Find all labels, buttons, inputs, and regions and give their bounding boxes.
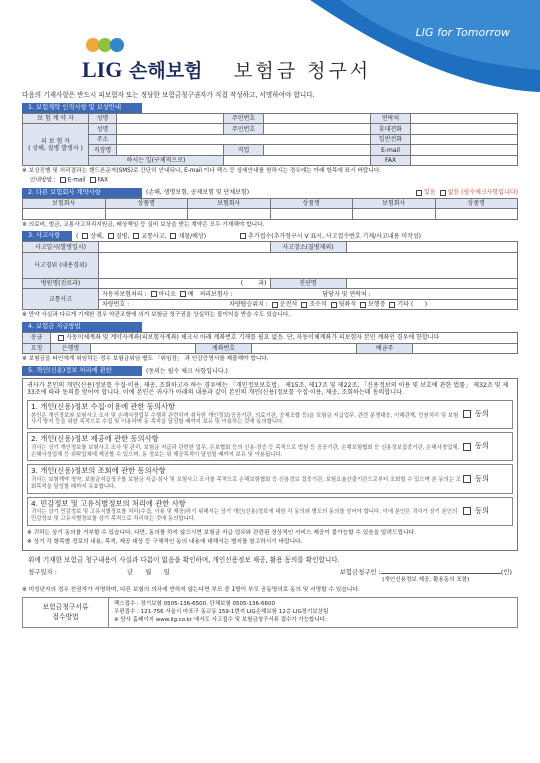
consent-item: 1. 개인(신용)정보 수집·이용에 관한 동의사항 본인은 개인정보와 보험사고 조사 및 손해사정업무 수행과 관련하여 취득한 개인정보(공공기관, 의료기관, 공제조합 등)을 보험금 지급업무, 관련 분쟁대응, 이해관계, 민원처리 및 보험사기 방지 등을 위한 목적으로 수집 및 이용하며 동 목적을 달성할 때까지 보유 및 이용하는 것에 동의합니다. 동의 <box>27 400 513 429</box>
contractor-rrn-field[interactable] <box>264 113 371 124</box>
section-5-header: 5. 개인(신용)정보 처리에 관한 (동의는 필수 체크 사항입니다.) <box>22 366 518 376</box>
bank-field[interactable] <box>91 343 196 354</box>
accident-table: 사고일시(발병일시) 사고장소(질병제외) 사고경위 (내용경위) 병원명(진료과) ( 과) 진단명 교통사고 자동차보험처리 : 아니오 예 처리보험사 : 담당자 및 연락처 : 차량번호 : 차량탑승위치 : 운전석 조수석 뒷좌석 보행중 기타 ( ) <box>22 241 518 310</box>
other-ins-yes-checkbox[interactable] <box>416 190 422 196</box>
header <box>22 0 518 92</box>
occupation-field[interactable] <box>264 145 371 156</box>
additional-claim-checkbox[interactable] <box>240 233 246 239</box>
insured-rrn-field[interactable] <box>264 124 371 135</box>
accident-note: ※ 만약 사실과 다르게 기재한 경우 약관조항에 의거 보험금 청구권을 상실하는 불이익을 받을 수도 있습니다. <box>22 312 291 319</box>
email-field[interactable] <box>411 145 518 156</box>
insured-mobile-field[interactable] <box>411 124 518 135</box>
injury-checkbox[interactable] <box>82 233 88 239</box>
other-insurance-note: ※ 의료비, 벌금, 교통사고처리지원금, 배상책임 등 실비 보상을 받는 계약은 모두 기재해야 합니다. <box>22 221 265 228</box>
account-field[interactable] <box>252 343 357 354</box>
consent-4-checkbox[interactable] <box>463 507 471 515</box>
other-insurance-table: 보험회사 상품명 보험회사 상품명 보험회사 상품명 <box>22 198 518 220</box>
minor-note: ※ 미성년자의 경우 친권자가 서명하며, 다른 보험의 의사에 반하지 않는다면 부모 중 1방이 부모 공동명의로 동의 및 서명할 수 있습니다. <box>22 586 360 593</box>
form-notice: 다음의 기재사항은 반드시 피보험자 또는 정당한 보험금청구권자가 직접 작성하고, 서명하여야 합니다. <box>22 91 315 99</box>
footer-box: 보험금청구서류 접수방법 팩스접수 : 장기보험 0505-136-6500, 단체보험 0505-136-6600 우편접수 : 121-756 서울시 마포구 동교동 159-1번지 LIG손해보험 12층 LIG장기보상팀 ※ 당사 홈페이지 www.lig.co.kr 에서도 사고접수 및 보험금청구서류 접수가 가능합니다. <box>22 597 518 629</box>
consent-2-checkbox[interactable] <box>463 443 471 451</box>
page-title: 보험금 청구서 <box>234 60 372 82</box>
section-4-header: 4. 보험금 지급방법 <box>22 322 518 332</box>
workplace-field[interactable] <box>117 145 224 156</box>
insured-phone-field[interactable] <box>411 134 518 145</box>
payment-note: ※ 보험금을 타인에게 위임하는 경우 보험금위임 별도 「위임장」 과 인감증명서를 제출해야 합니다. <box>22 356 269 363</box>
contractor-phone-field[interactable] <box>411 113 518 124</box>
consent-item: 2. 개인(신용)정보 제공에 관한 동의사항 귀사는 상기 개인정보를 보험사고 조사 및 관리, 보험금 지급과 관련한 업무, 손보협회 등의 신용·경증 등 목적으로 법원 등 공공기관, 손해보험협회 등 신용정보집중기관, 손해사정업체, 손해사정업체 등 위탁업체에 제공할 수 있으며, 동 정보는 위 제공목적이 달성될 때까지 보유 및 이용됩니다. 동의 <box>27 432 513 461</box>
swoosh-graphic-icon <box>280 0 540 92</box>
section-2-header: 2. 다른 보험회사 계약사항 (손해, 생명보험, 공제보험 및 단체보험) 있음 없음 (필수체크사항입니다) <box>22 188 518 198</box>
accident-date-field[interactable] <box>99 242 271 253</box>
consent-box: 귀사가 본인의 개인(신용)정보를 수집·이용, 제공, 조회하고자 하는 경우에는 「개인정보보호법」 제15조, 제17조 및 제22조, 「신용정보의 이용 및 보호에 관한 법률」 제32조 및 제33조에 따라 동의를 얻어야 합니다. 이에 본인은 귀사가 아래의 내용과 같이 본인의 개인(신용)정보를 수집·이용, 제공, 조회하는데 동의합니다. 1. 개인(신용)정보 수집·이용에 관한 동의사항 본인은 개인정보와 보험사고 조사 및 손해사정업무 수행과 관련하여 취득한 개인정보(공공기관, 의료기관, 공제조합 등)을 보험금 지급업무, 관련 분쟁대응, 이해관계, 민원처리 및 보험사기 방지 등을 위한 목적으로 수집 및 이용하며 동 목적을 달성할 때까지 보유 및 이용하는 것에 동의합니다. 동의 2. 개인(신용)정보 제공에 관한 동의사항 귀사는 상기 개인정보를 보험사고 조사 및 관리, 보험금 지급과 관련한 업무, 손보협회 등의 신용·경증 등 목적으로 법원 등 공공기관, 손해보험협회 등 신용정보집중기관, 손해사정업체, 손해사정업체 등 위탁업체에 제공할 수 있으며, 동 정보는 위 제공목적이 달성될 때까지 보유 및 이용됩니다. 동의 3. 개인(신용)정보의 조회에 관한 동의사항 귀사는 보험계약 청약, 보험금지급청구를 보험금 지급·심사 및 보험사고 조사를 목적으로 손해보험협회 등 신용정보 집중기관, 보험요율산출기관으로부터 조회할 수 있으며 본 동의는 조회목적을 달성할 때까지 유효합니다. 동의 4. 민감정보 및 고유식별정보의 처리에 관한 사항 귀사는 상기 민감정보 및 고유식별정보를 처리(수집, 이용 및 제공)하기 위해서는 상기 개인(신용)정보에 대한 각 동의와 별도의 동의를 얻어야 합니다. 이에 본인은 귀사가 상기 본인의 민감정보 및 고유식별정보를 상기 목적으로 처리하는 것에 동의합니다. 동의 ※ 귀하는 상기 동의를 거부할 수 있습니다. 다만, 동의를 하지 않으시면 보험금 지급 업무와 관련된 정상적인 서비스 제공이 불가능할 수 있음을 알려드립니다. ※ 상기 각 항목별 정보의 내용, 목적, 제공 대상 등 구체적인 동의 내용에 대해서는 별지를 참고하시기 바랍니다. <box>22 378 518 551</box>
auto-transfer-checkbox[interactable] <box>58 335 64 341</box>
contact-method: 안내방법 : E-mail FAX <box>30 177 109 184</box>
payment-table: 송금 자동이체계좌 및 계약자계좌(피보험자계좌) 체크시 아래 계좌번호 기재를 필요 없음. 단, 자동이체계좌가 피보험자 본인 계좌인 경우에 한합니다 요청 은행명 계좌번호 예금주 <box>22 332 518 354</box>
property-checkbox[interactable] <box>170 233 176 239</box>
holder-field[interactable] <box>413 343 518 354</box>
consent-item: 3. 개인(신용)정보의 조회에 관한 동의사항 귀사는 보험계약 청약, 보험금지급청구를 보험금 지급·심사 및 보험사고 조사를 목적으로 손해보험협회 등 신용정보 집중기관, 보험요율산출기관으로부터 조회할 수 있으며 본 동의는 조회목적을 달성할 때까지 유효합니다. 동의 <box>27 464 513 493</box>
signature-row: 청구일자 : 년 월 일 보험금청구인 : (인) (개인신용정보 제공, 활용동의 포함) <box>28 568 512 584</box>
other-ins-no-checkbox[interactable] <box>440 190 446 196</box>
hospital-field[interactable]: ( 과) <box>99 278 271 289</box>
email-checkbox[interactable] <box>60 177 66 183</box>
contractor-name-field[interactable] <box>117 113 224 124</box>
section-3-header: 3. 사고사항 ( 상해, 질병, 교통사고, 재물/배상) 추가접수(추가청구시 V 표시, 사고접수번호 기재/사고내용 미작성) <box>22 231 518 241</box>
consent-3-checkbox[interactable] <box>463 475 471 483</box>
confirm-statement: 위에 기재한 보험금 청구내용이 사실과 다름이 없음을 확인하며, 개인신용정보 제공, 활용 동의를 확인합니다. <box>28 556 340 565</box>
fax-field[interactable] <box>411 155 518 166</box>
policy-info-table: 보 험 계 약 자 성명 주민번호 연락처 피 보 험 자 ( 상해, 질병 발생자 ) 성명 주민번호 휴대전화 주소 일반전화 직장명 직업 E-mail 하시는 일(구체적으로) FAX <box>22 113 518 167</box>
contact-note: ※ 보상진행 및 처리결과는 핸드폰문자(SMS)로 간단히 안내되나, E-mail 이나 팩스 등 상세안내를 원하시는 경우에는 아래 항목에 표시 바랍니다. <box>22 168 382 175</box>
section-1-header: 1. 보험계약 인적사항 및 보상안내 <box>22 103 518 113</box>
logo-mark-icon <box>86 38 132 54</box>
accident-detail-field[interactable] <box>99 252 518 278</box>
job-duties-field[interactable] <box>224 155 371 166</box>
fax-checkbox[interactable] <box>90 177 96 183</box>
diagnosis-field[interactable] <box>346 278 518 289</box>
consent-1-checkbox[interactable] <box>463 410 471 418</box>
insured-name-field[interactable] <box>117 124 224 135</box>
brand-logo: LIG 손해보험 <box>82 57 203 82</box>
accident-place-field[interactable] <box>346 242 518 253</box>
brand-tagline: LIG for Tomorrow <box>415 26 510 39</box>
traffic-checkbox[interactable] <box>133 233 139 239</box>
insured-address-field[interactable] <box>117 134 371 145</box>
disease-checkbox[interactable] <box>108 233 114 239</box>
consent-item: 4. 민감정보 및 고유식별정보의 처리에 관한 사항 귀사는 상기 민감정보 및 고유식별정보를 처리(수집, 이용 및 제공)하기 위해서는 상기 개인(신용)정보에 대한 각 동의와 별도의 동의를 얻어야 합니다. 이에 본인은 귀사가 상기 본인의 민감정보 및 고유식별정보를 상기 목적으로 처리하는 것에 동의합니다. 동의 <box>27 497 513 526</box>
